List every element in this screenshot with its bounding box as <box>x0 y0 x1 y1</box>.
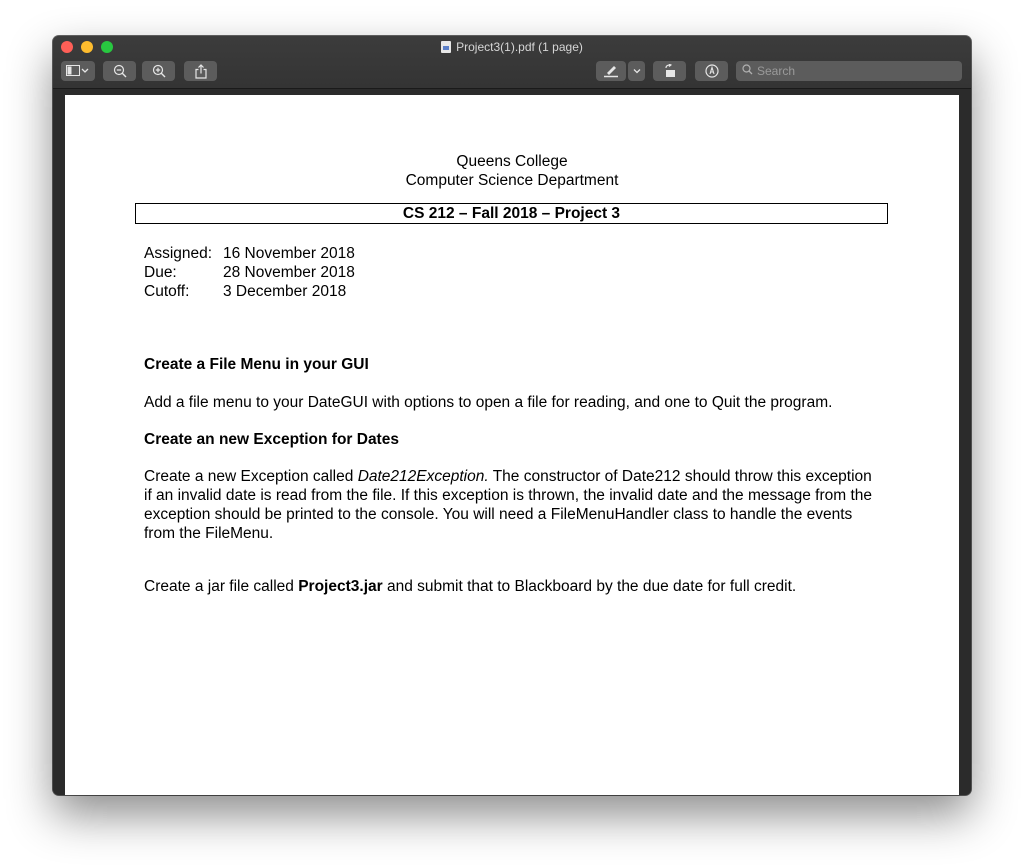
body-text: Create a new Exception called <box>144 468 358 485</box>
date-row-due <box>144 263 355 282</box>
markup-button[interactable] <box>695 61 728 81</box>
submission-instructions <box>144 577 879 596</box>
body-text: and submit that to Blackboard by the due date for full credit. <box>382 578 797 595</box>
zoom-out-button[interactable] <box>103 61 136 81</box>
pdf-document-icon <box>441 41 451 53</box>
body-text: Create a jar file called <box>144 578 299 595</box>
date-value: 28 November 2018 <box>223 264 355 281</box>
chevron-down-icon <box>633 68 641 74</box>
preview-window <box>53 36 971 795</box>
section-heading-file-menu: Create a File Menu in your GUI <box>144 356 369 373</box>
date-label: Cutoff: <box>144 283 190 300</box>
date-label: Assigned: <box>144 245 213 262</box>
markup-pen-icon <box>705 64 719 78</box>
date-label: Due: <box>144 264 177 281</box>
zoom-out-icon <box>113 64 127 78</box>
jar-filename: Project3.jar <box>298 578 383 595</box>
date-value: 16 November 2018 <box>223 245 355 262</box>
zoom-in-button[interactable] <box>142 61 175 81</box>
section-body-exception <box>144 467 879 543</box>
date-row-cutoff <box>144 282 346 301</box>
title-bar <box>53 36 971 89</box>
sidebar-toggle-icon <box>66 65 90 77</box>
date-row-assigned <box>144 244 355 263</box>
exception-class-name: Date212Exception. <box>357 468 489 485</box>
share-icon <box>195 64 207 79</box>
search-icon <box>742 62 753 80</box>
pdf-page <box>65 95 959 795</box>
search-input[interactable] <box>757 64 947 78</box>
share-button[interactable] <box>184 61 217 81</box>
section-heading-exception: Create an new Exception for Dates <box>144 431 399 448</box>
rotate-button[interactable] <box>653 61 686 81</box>
section-body-file-menu: Add a file menu to your DateGUI with options to open a file for reading, and one to Quit the program. <box>144 394 833 411</box>
window-title: Project3(1).pdf (1 page) <box>456 40 583 54</box>
course-title: CS 212 – Fall 2018 – Project 3 <box>135 203 888 224</box>
sidebar-toggle-button[interactable] <box>61 61 95 81</box>
zoom-in-icon <box>152 64 166 78</box>
institution-name: Queens College <box>456 153 568 170</box>
date-value: 3 December 2018 <box>223 283 347 300</box>
highlight-button[interactable] <box>596 61 626 81</box>
body-text: The constructor of Date212 should throw this exception if an invalid date is read from the file. If this exception is thrown, the invalid date and the message from the exception should be printed to the console. You will need a FileMenuHandler class to handle the events from the FileMenu. <box>144 468 873 542</box>
document-viewport[interactable] <box>53 89 971 795</box>
highlight-options-button[interactable] <box>628 61 645 81</box>
highlighter-icon <box>603 64 619 78</box>
search-field[interactable] <box>736 61 962 81</box>
department-name: Computer Science Department <box>405 172 619 189</box>
window-title-wrap <box>53 39 971 55</box>
rotate-icon <box>663 64 677 78</box>
